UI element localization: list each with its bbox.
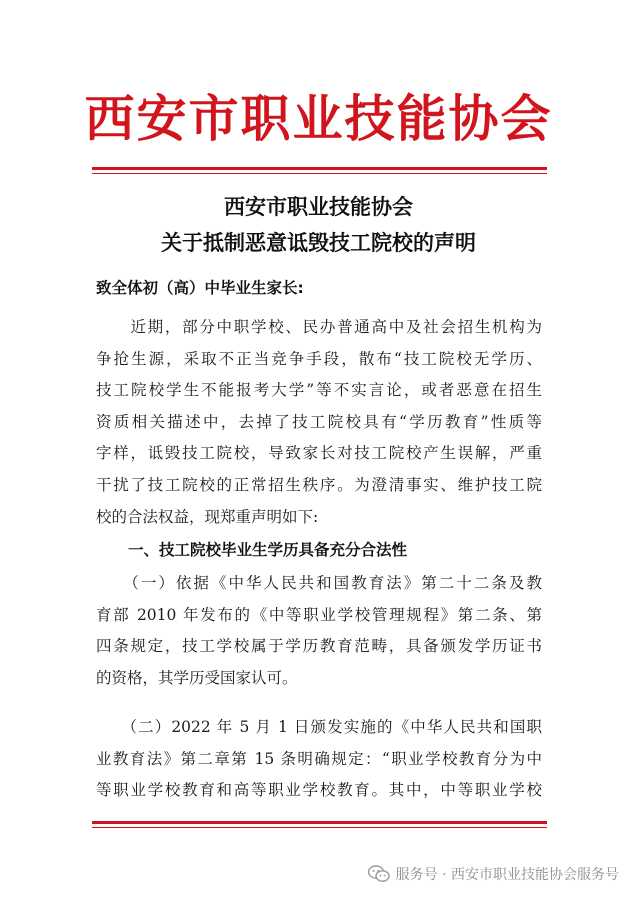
text-line: 业教育法》第二章第 15 条明确规定：“职业学校教育分为中 — [96, 749, 542, 768]
paragraph-item-2 — [96, 712, 542, 807]
text-line: （二）2022 年 5 月 1 日颁发实施的《中华人民共和国职 — [96, 718, 542, 736]
text-line: 四条规定，技工学校属于学历教育范畴，具备颁发学历证书 — [96, 637, 542, 656]
text-line: 等职业学校教育和高等职业学校教育。其中，中等职业学校 — [96, 781, 542, 800]
watermark — [368, 864, 619, 884]
footer-rule-thin — [92, 827, 547, 828]
watermark-text: 服务号 · 西安市职业技能协会服务号 — [395, 867, 619, 883]
wechat-icon — [368, 865, 390, 883]
text-line: 技工院校学生不能报考大学”等不实言论，或者恶意在招生 — [96, 381, 542, 400]
paragraph-intro — [96, 312, 542, 533]
text-line: 干扰了技工院校的正常招生秩序。为澄清事实、维护技工院 — [96, 475, 542, 494]
text-line: 校的合法权益，现郑重声明如下: — [96, 507, 319, 526]
footer-rule-thick — [92, 821, 547, 824]
text-line: 的资格，其学历受国家认可。 — [96, 668, 298, 687]
salutation: 致全体初（高）中毕业生家长: — [96, 279, 304, 297]
section-heading-1: 一、技工院校毕业生学历具备充分合法性 — [128, 541, 408, 559]
text-line: 资质相关描述中，去掉了技工院校具有“学历教育”性质等 — [96, 412, 542, 431]
text-line: （一）依据《中华人民共和国教育法》第二十二条及教 — [96, 574, 542, 592]
text-line: 字样，诋毁技工院校，导致家长对技工院校产生误解，严重 — [96, 444, 542, 463]
text-line: 育部 2010 年发布的《中等职业学校管理规程》第二条、第 — [96, 605, 542, 624]
masthead-org-name: 西安市职业技能协会 — [84, 89, 553, 148]
document-title-line2: 关于抵制恶意诋毁技工院校的声明 — [161, 230, 476, 255]
text-line: 争抢生源，采取不正当竞争手段，散布“技工院校无学历、 — [96, 349, 542, 368]
document-title-line1: 西安市职业技能协会 — [224, 194, 413, 219]
text-line: 近期，部分中职学校、民办普通高中及社会招生机构为 — [96, 318, 542, 336]
masthead-rule-thick — [92, 167, 547, 170]
paragraph-item-1 — [96, 568, 542, 694]
masthead-rule-thin — [92, 173, 547, 174]
